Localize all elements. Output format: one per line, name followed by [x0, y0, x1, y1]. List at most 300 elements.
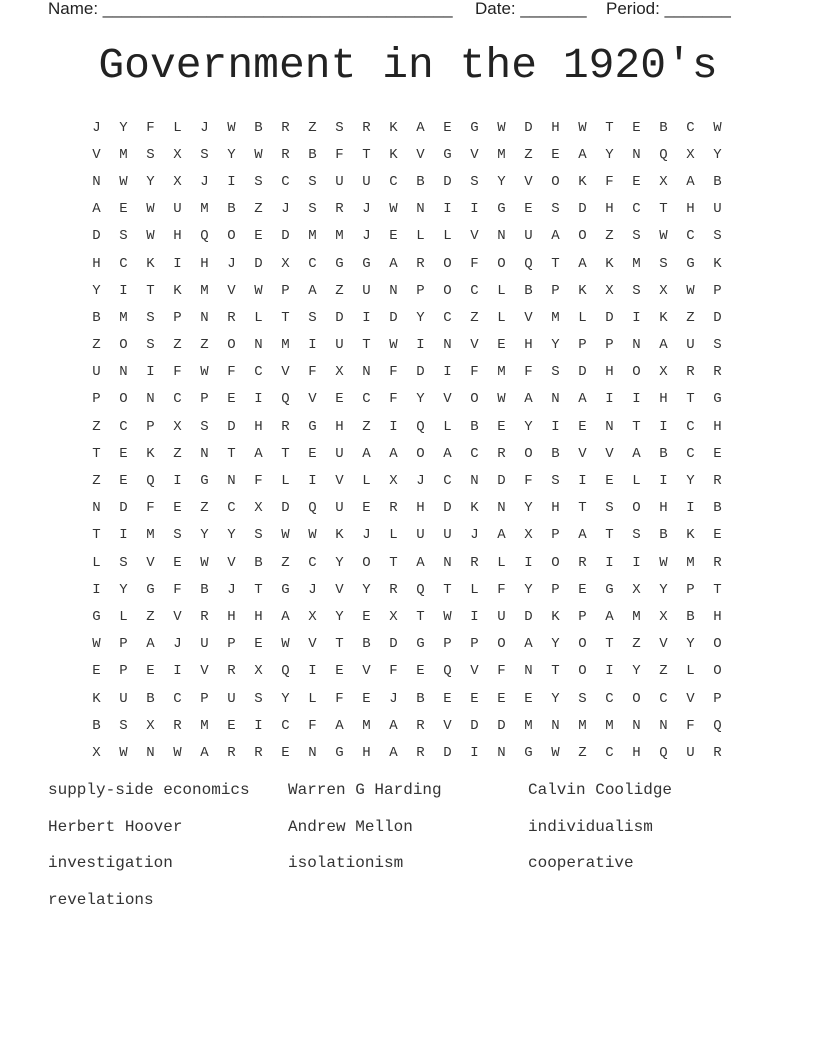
grid-letter: A — [524, 391, 533, 408]
grid-letter: U — [227, 690, 236, 707]
grid-letter: T — [254, 581, 263, 598]
grid-letter: I — [227, 173, 236, 190]
grid-letter: D — [92, 228, 101, 245]
grid-letter: S — [254, 690, 263, 707]
grid-letter: W — [497, 391, 506, 408]
grid-letter: A — [659, 337, 668, 354]
grid-letter: L — [362, 473, 371, 490]
grid-letter: P — [92, 391, 101, 408]
grid-letter: B — [713, 500, 722, 517]
grid-letter: I — [119, 282, 128, 299]
grid-letter: B — [659, 445, 668, 462]
grid-letter: E — [713, 527, 722, 544]
grid-letter: X — [632, 581, 641, 598]
grid-letter: V — [335, 581, 344, 598]
grid-letter: Q — [416, 418, 425, 435]
grid-letter: I — [605, 391, 614, 408]
grid-letter: V — [335, 473, 344, 490]
grid-row — [83, 603, 739, 630]
grid-letter: C — [470, 445, 479, 462]
grid-letter: P — [416, 282, 425, 299]
period-field[interactable]: Period: _______ — [606, 0, 731, 18]
grid-letter: V — [173, 608, 182, 625]
grid-letter: E — [119, 201, 128, 218]
grid-letter: S — [713, 228, 722, 245]
grid-letter: S — [659, 255, 668, 272]
grid-letter: E — [578, 581, 587, 598]
grid-letter: P — [551, 527, 560, 544]
grid-letter: D — [389, 309, 398, 326]
grid-letter: B — [551, 445, 560, 462]
grid-letter: W — [713, 119, 722, 136]
grid-letter: R — [416, 744, 425, 761]
grid-letter: Z — [524, 146, 533, 163]
grid-letter: Z — [200, 337, 209, 354]
grid-letter: S — [632, 228, 641, 245]
grid-letter: I — [605, 663, 614, 680]
grid-letter: T — [335, 636, 344, 653]
grid-letter: P — [551, 581, 560, 598]
grid-letter: M — [686, 554, 695, 571]
grid-letter: J — [200, 119, 209, 136]
grid-letter: K — [578, 173, 587, 190]
grid-letter: T — [92, 527, 101, 544]
grid-letter: S — [146, 309, 155, 326]
grid-letter: V — [308, 636, 317, 653]
word-list-item: revelations — [48, 891, 154, 910]
grid-letter: N — [227, 473, 236, 490]
grid-letter: V — [227, 282, 236, 299]
grid-letter: H — [524, 337, 533, 354]
grid-letter: J — [308, 581, 317, 598]
grid-letter: Z — [173, 445, 182, 462]
grid-letter: F — [389, 364, 398, 381]
grid-letter: P — [686, 581, 695, 598]
grid-letter: W — [443, 608, 452, 625]
grid-letter: S — [308, 173, 317, 190]
grid-letter: G — [335, 255, 344, 272]
grid-letter: S — [551, 473, 560, 490]
grid-letter: B — [200, 581, 209, 598]
grid-letter: G — [497, 201, 506, 218]
grid-letter: Z — [92, 418, 101, 435]
grid-letter: G — [362, 255, 371, 272]
grid-letter: U — [335, 445, 344, 462]
grid-letter: T — [605, 527, 614, 544]
grid-letter: N — [146, 744, 155, 761]
grid-letter: V — [470, 228, 479, 245]
grid-letter: O — [227, 337, 236, 354]
grid-letter: Z — [578, 744, 587, 761]
grid-letter: X — [659, 364, 668, 381]
grid-letter: H — [605, 201, 614, 218]
grid-letter: C — [389, 173, 398, 190]
grid-letter: I — [578, 473, 587, 490]
grid-letter: H — [686, 201, 695, 218]
grid-letter: O — [632, 500, 641, 517]
grid-letter: I — [308, 473, 317, 490]
grid-letter: W — [281, 527, 290, 544]
grid-letter: I — [659, 473, 668, 490]
grid-letter: A — [281, 608, 290, 625]
grid-letter: S — [254, 173, 263, 190]
grid-letter: H — [200, 255, 209, 272]
grid-letter: R — [686, 364, 695, 381]
grid-letter: I — [389, 418, 398, 435]
grid-letter: P — [281, 282, 290, 299]
grid-letter: C — [119, 255, 128, 272]
grid-letter: N — [119, 364, 128, 381]
grid-letter: D — [470, 717, 479, 734]
grid-letter: X — [173, 173, 182, 190]
grid-letter: A — [578, 527, 587, 544]
grid-letter: N — [92, 173, 101, 190]
grid-letter: I — [659, 418, 668, 435]
grid-letter: D — [497, 473, 506, 490]
grid-letter: N — [497, 228, 506, 245]
grid-letter: I — [443, 364, 452, 381]
grid-letter: B — [254, 119, 263, 136]
grid-letter: I — [551, 418, 560, 435]
grid-row — [83, 440, 739, 467]
grid-letter: W — [92, 636, 101, 653]
grid-letter: W — [254, 282, 263, 299]
grid-letter: O — [632, 690, 641, 707]
grid-letter: J — [416, 473, 425, 490]
grid-letter: H — [92, 255, 101, 272]
grid-letter: V — [92, 146, 101, 163]
grid-letter: F — [524, 364, 533, 381]
name-field[interactable]: Name: _____________________________________ — [48, 0, 453, 18]
grid-letter: F — [389, 391, 398, 408]
grid-letter: U — [335, 173, 344, 190]
grid-letter: O — [551, 173, 560, 190]
grid-letter: A — [362, 445, 371, 462]
grid-letter: H — [362, 744, 371, 761]
grid-letter: T — [281, 309, 290, 326]
grid-letter: X — [308, 608, 317, 625]
grid-letter: Q — [281, 391, 290, 408]
grid-letter: M — [524, 717, 533, 734]
grid-letter: T — [92, 445, 101, 462]
grid-letter: Z — [200, 500, 209, 517]
grid-letter: C — [308, 255, 317, 272]
grid-letter: F — [605, 173, 614, 190]
grid-letter: T — [227, 445, 236, 462]
grid-letter: K — [146, 255, 155, 272]
grid-letter: L — [443, 228, 452, 245]
grid-letter: B — [659, 527, 668, 544]
grid-letter: E — [497, 690, 506, 707]
grid-letter: F — [497, 663, 506, 680]
grid-letter: F — [146, 119, 155, 136]
grid-letter: N — [443, 337, 452, 354]
grid-letter: D — [605, 309, 614, 326]
grid-letter: C — [659, 690, 668, 707]
grid-letter: V — [281, 364, 290, 381]
grid-letter: Y — [605, 146, 614, 163]
grid-letter: W — [578, 119, 587, 136]
grid-letter: D — [713, 309, 722, 326]
grid-row — [83, 549, 739, 576]
grid-letter: I — [92, 581, 101, 598]
grid-letter: R — [416, 255, 425, 272]
grid-letter: A — [605, 608, 614, 625]
grid-letter: R — [416, 717, 425, 734]
grid-letter: N — [632, 337, 641, 354]
grid-letter: Q — [659, 744, 668, 761]
grid-letter: N — [497, 744, 506, 761]
grid-letter: N — [632, 146, 641, 163]
grid-letter: V — [443, 391, 452, 408]
grid-letter: E — [227, 717, 236, 734]
grid-row — [83, 277, 739, 304]
grid-letter: U — [686, 337, 695, 354]
grid-letter: H — [227, 608, 236, 625]
grid-letter: T — [362, 337, 371, 354]
grid-letter: X — [173, 146, 182, 163]
grid-letter: T — [713, 581, 722, 598]
grid-letter: Y — [92, 282, 101, 299]
grid-letter: L — [92, 554, 101, 571]
grid-letter: V — [686, 690, 695, 707]
grid-letter: P — [173, 309, 182, 326]
grid-letter: N — [200, 309, 209, 326]
word-list-item: Warren G Harding — [288, 781, 442, 799]
grid-letter: P — [578, 608, 587, 625]
grid-row — [83, 114, 739, 141]
word-list-item: investigation — [48, 854, 173, 873]
grid-letter: A — [335, 717, 344, 734]
grid-letter: N — [146, 391, 155, 408]
grid-row — [83, 658, 739, 685]
grid-letter: B — [362, 636, 371, 653]
grid-letter: V — [362, 663, 371, 680]
grid-letter: O — [227, 228, 236, 245]
grid-letter: R — [227, 309, 236, 326]
grid-letter: M — [551, 309, 560, 326]
grid-letter: O — [632, 364, 641, 381]
grid-letter: Z — [173, 337, 182, 354]
grid-letter: W — [389, 337, 398, 354]
grid-letter: H — [551, 119, 560, 136]
grid-letter: E — [335, 391, 344, 408]
grid-letter: W — [686, 282, 695, 299]
grid-letter: C — [227, 500, 236, 517]
grid-letter: W — [227, 119, 236, 136]
grid-letter: R — [713, 744, 722, 761]
grid-letter: C — [470, 282, 479, 299]
grid-letter: F — [497, 581, 506, 598]
grid-letter: G — [605, 581, 614, 598]
grid-letter: O — [119, 391, 128, 408]
grid-letter: B — [524, 282, 533, 299]
grid-letter: E — [362, 608, 371, 625]
date-field[interactable]: Date: _______ — [475, 0, 587, 18]
grid-letter: V — [227, 554, 236, 571]
grid-letter: H — [713, 608, 722, 625]
grid-letter: I — [443, 201, 452, 218]
grid-letter: F — [173, 364, 182, 381]
grid-letter: W — [119, 744, 128, 761]
grid-letter: P — [551, 282, 560, 299]
grid-letter: G — [686, 255, 695, 272]
grid-letter: E — [254, 228, 263, 245]
grid-letter: U — [92, 364, 101, 381]
grid-letter: V — [524, 309, 533, 326]
grid-letter: P — [200, 391, 209, 408]
grid-letter: Z — [92, 337, 101, 354]
grid-letter: E — [470, 690, 479, 707]
grid-letter: H — [173, 228, 182, 245]
grid-letter: Z — [92, 473, 101, 490]
grid-letter: H — [659, 500, 668, 517]
grid-letter: R — [281, 418, 290, 435]
grid-letter: S — [119, 554, 128, 571]
grid-letter: E — [389, 228, 398, 245]
grid-letter: T — [146, 282, 155, 299]
grid-letter: B — [659, 119, 668, 136]
grid-letter: E — [416, 663, 425, 680]
grid-letter: T — [281, 445, 290, 462]
grid-letter: C — [686, 119, 695, 136]
grid-letter: G — [470, 119, 479, 136]
grid-letter: T — [551, 255, 560, 272]
grid-letter: F — [173, 581, 182, 598]
grid-letter: I — [686, 500, 695, 517]
grid-letter: E — [605, 473, 614, 490]
grid-letter: D — [443, 173, 452, 190]
grid-letter: F — [686, 717, 695, 734]
grid-row — [83, 386, 739, 413]
grid-letter: M — [119, 146, 128, 163]
grid-letter: E — [362, 500, 371, 517]
grid-letter: W — [173, 744, 182, 761]
grid-letter: C — [119, 418, 128, 435]
grid-letter: C — [686, 418, 695, 435]
grid-letter: M — [119, 309, 128, 326]
grid-letter: F — [389, 663, 398, 680]
grid-letter: Y — [362, 581, 371, 598]
grid-row — [83, 141, 739, 168]
grid-letter: C — [605, 690, 614, 707]
grid-row — [83, 223, 739, 250]
grid-letter: L — [497, 309, 506, 326]
grid-letter: T — [605, 119, 614, 136]
grid-letter: Y — [227, 146, 236, 163]
grid-letter: S — [119, 228, 128, 245]
grid-letter: K — [389, 146, 398, 163]
grid-letter: O — [362, 554, 371, 571]
grid-letter: M — [200, 717, 209, 734]
grid-letter: C — [686, 228, 695, 245]
grid-letter: W — [281, 636, 290, 653]
grid-letter: S — [254, 527, 263, 544]
grid-letter: U — [119, 690, 128, 707]
grid-letter: R — [713, 473, 722, 490]
grid-letter: M — [578, 717, 587, 734]
grid-letter: I — [254, 391, 263, 408]
grid-letter: Y — [281, 690, 290, 707]
grid-letter: V — [443, 717, 452, 734]
grid-letter: E — [443, 690, 452, 707]
grid-letter: D — [389, 636, 398, 653]
grid-letter: W — [551, 744, 560, 761]
grid-letter: O — [470, 391, 479, 408]
grid-letter: I — [605, 554, 614, 571]
grid-letter: Q — [524, 255, 533, 272]
grid-letter: F — [335, 146, 344, 163]
grid-letter: W — [389, 201, 398, 218]
grid-letter: N — [605, 418, 614, 435]
grid-letter: A — [389, 445, 398, 462]
grid-letter: R — [362, 119, 371, 136]
grid-letter: A — [578, 255, 587, 272]
grid-letter: T — [389, 554, 398, 571]
letter-grid — [83, 114, 739, 767]
grid-letter: K — [92, 690, 101, 707]
grid-letter: D — [524, 119, 533, 136]
grid-letter: H — [551, 500, 560, 517]
grid-letter: T — [632, 418, 641, 435]
grid-letter: L — [308, 690, 317, 707]
grid-letter: E — [632, 119, 641, 136]
grid-letter: B — [416, 173, 425, 190]
grid-letter: S — [632, 527, 641, 544]
grid-letter: L — [119, 608, 128, 625]
grid-letter: T — [551, 663, 560, 680]
grid-letter: Q — [200, 228, 209, 245]
grid-letter: E — [632, 173, 641, 190]
grid-letter: B — [308, 146, 317, 163]
grid-letter: O — [713, 663, 722, 680]
grid-row — [83, 739, 739, 766]
grid-letter: Y — [119, 581, 128, 598]
grid-letter: Z — [470, 309, 479, 326]
grid-letter: Z — [686, 309, 695, 326]
grid-letter: J — [470, 527, 479, 544]
grid-letter: T — [578, 500, 587, 517]
grid-letter: G — [713, 391, 722, 408]
grid-letter: G — [335, 744, 344, 761]
grid-letter: P — [119, 663, 128, 680]
grid-letter: Y — [119, 119, 128, 136]
grid-letter: L — [443, 418, 452, 435]
grid-letter: N — [659, 717, 668, 734]
word-list-item: isolationism — [288, 854, 404, 873]
grid-letter: X — [659, 282, 668, 299]
grid-letter: T — [443, 581, 452, 598]
grid-letter: W — [659, 228, 668, 245]
grid-letter: L — [578, 309, 587, 326]
grid-letter: S — [578, 690, 587, 707]
grid-letter: V — [308, 391, 317, 408]
grid-letter: B — [92, 717, 101, 734]
grid-letter: O — [578, 636, 587, 653]
grid-letter: A — [254, 445, 263, 462]
grid-letter: S — [551, 364, 560, 381]
grid-letter: Q — [713, 717, 722, 734]
grid-letter: J — [200, 173, 209, 190]
grid-letter: S — [200, 418, 209, 435]
grid-letter: R — [578, 554, 587, 571]
grid-letter: I — [470, 744, 479, 761]
grid-letter: R — [335, 201, 344, 218]
grid-letter: L — [281, 473, 290, 490]
grid-letter: X — [146, 717, 155, 734]
grid-letter: E — [173, 500, 182, 517]
grid-letter: O — [578, 228, 587, 245]
